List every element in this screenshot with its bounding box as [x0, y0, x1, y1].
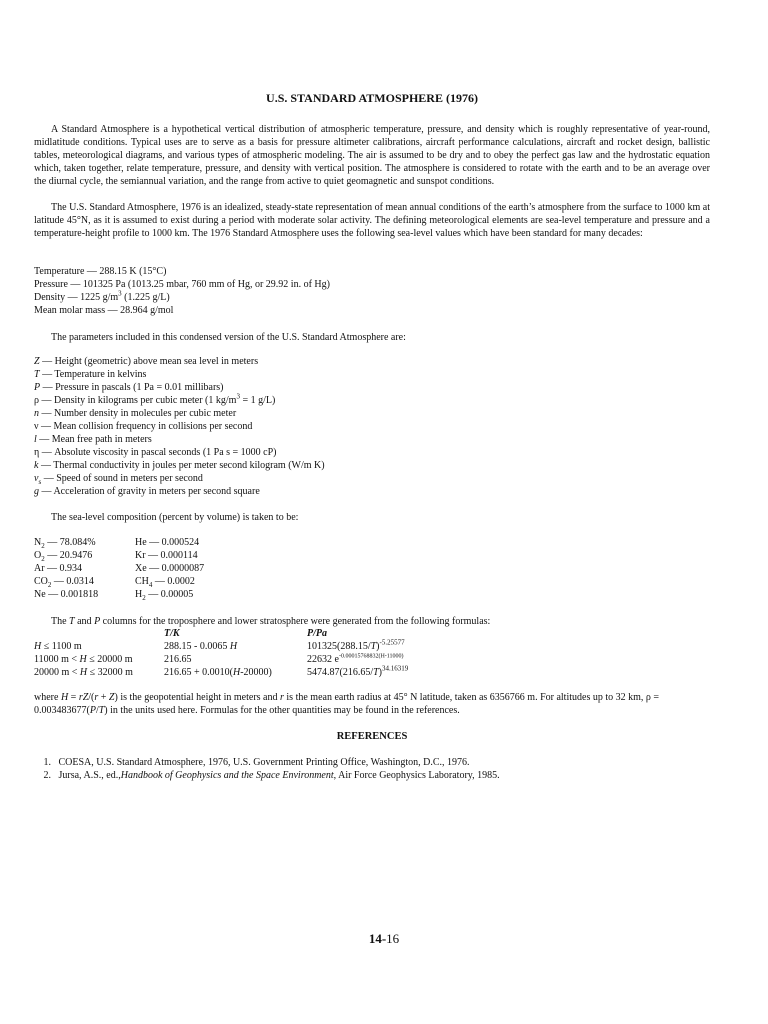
parameter-item: k — Thermal conductivity in joules per meter second kilogram (W/m K): [34, 460, 325, 471]
definition-paragraph: The U.S. Standard Atmosphere, 1976 is an idealized, steady-state representation of mean annual conditions of the earth’s atmosphere from the surface to 1000 km at latitude 45°N, as it is assumed to exist during a period with moderate solar activity. The defining meteorological elements are sea-level temperature and pressure and a temperature-height profile to 1000 km. The 1976 Standard Atmosphere uses the following sea-level values which have been standard for many decades:: [34, 202, 710, 239]
reference-item: 1. COESA, U.S. Standard Atmosphere, 1976, U.S. Government Printing Office, Washington, D.C., 1976.: [43, 757, 470, 768]
composition-row: Ar — 0.934 Xe — 0.0000087: [34, 563, 205, 574]
parameter-item: ν — Mean collision frequency in collisions per second: [34, 421, 253, 432]
composition-row: $O_2$ — 20.9476 Kr — 0.000114: [34, 550, 198, 563]
composition-table: [34, 536, 710, 601]
page-number: 14-16: [368, 931, 400, 946]
parameter-list: [34, 355, 710, 498]
composition-row: Ne — 0.001818 $H_2$ — 0.00005: [34, 589, 194, 602]
parameter-item: P — Pressure in pascals (1 Pa = 0.01 millibars): [34, 382, 224, 393]
parameter-item: ρ — Density in kilograms per cubic meter (1 $kg/m^3 = 1$ g/L): [34, 392, 276, 406]
sea-level-pressure: Pressure — 101325 Pa (1013.25 mbar, 760 mm of Hg, or 29.92 in. of Hg): [34, 279, 330, 290]
parameter-item: T — Temperature in kelvins: [34, 369, 147, 380]
formula-row: H ≤ 1100 m 288.15 - 0.0065 H $101325(288.15/T)^{-5.25577}$: [34, 638, 405, 652]
parameters-intro: The parameters included in this condensed version of the U.S. Standard Atmosphere are:: [51, 332, 406, 343]
references-heading: REFERENCES: [336, 731, 408, 742]
formula-row: 11000 m < H ≤ 20000 m 216.65 22632 $e^{-0.00015768832(H-11000)}$: [34, 653, 404, 665]
formulas-intro: The T and P columns for the troposphere and lower stratosphere were generated from the following formulas:: [51, 616, 491, 627]
formula-row: 20000 m < H ≤ 32000 m 216.65 + 0.0010(H-20000) $5474.87(216.65/T)^{34.16319}$: [34, 664, 409, 678]
sea-level-temperature: Temperature — 288.15 K (15°C): [34, 266, 167, 277]
reference-list: [34, 756, 710, 782]
composition-row: $CO_2$ — 0.0314 $CH_4$ — 0.0002: [34, 576, 195, 589]
intro-paragraph: A Standard Atmosphere is a hypothetical vertical distribution of atmospheric temperature, pressure, and density which is roughly representative of year-round, midlatitude conditions. Typical uses are to serve as a basis for pressure altimeter calibrations, aircraft performance calculations, aircraft and rocket design, ballistic tables, meteorological diagrams, and various types of atmospheric modeling. The air is assumed to be dry and to obey the perfect gas law and the hydrostatic equation which, taken together, relate temperature, pressure, and density with vertical position. The atmosphere is considered to rotate with the earth and to be an average over the diurnal cycle, the semiannual variation, and the range from active to quiet geomagnetic and sunspot conditions.: [34, 124, 710, 187]
formula-header-row: [34, 627, 710, 640]
parameter-item: Z — Height (geometric) above mean sea level in meters: [34, 356, 259, 367]
composition-intro: The sea-level composition (percent by volume) is taken to be:: [51, 512, 299, 523]
column-header-pressure: P/Pa: [307, 628, 327, 639]
reference-item: 2. Jursa, A.S., ed., Handbook of Geophysics and the Space Environment , Air Force Geophysics Laboratory, 1985.: [43, 770, 500, 781]
parameter-item: l — Mean free path in meters: [34, 434, 152, 445]
composition-row: $N_2$ — 78.084% He — 0.000524: [34, 537, 200, 550]
parameter-item: η — Absolute viscosity in pascal seconds (1 Pa s = 1000 cP): [34, 447, 277, 458]
parameter-item: $v_s$ — Speed of sound in meters per second: [34, 473, 203, 486]
formula-table: [34, 627, 710, 679]
sea-level-molar-mass: Mean molar mass — 28.964 g/mol: [34, 305, 174, 316]
sea-level-values: [34, 265, 710, 317]
page-title: U.S. STANDARD ATMOSPHERE (1976): [266, 91, 478, 105]
sea-level-density: Density — 1225 $g/m^3$ (1.225 g/L): [34, 289, 170, 303]
parameter-item: g — Acceleration of gravity in meters per second square: [34, 486, 260, 497]
geopotential-note: where H = rZ/(r + Z) is the geopotential height in meters and r is the mean earth radius at 45° N latitude, taken as 6356766 m. For altitudes up to 32 km, ρ = 0.003483677(P/T) in the units used here. Formulas for the other quantities may be found in the references.: [34, 692, 660, 716]
column-header-temperature: T/K: [164, 628, 180, 639]
parameter-item: n — Number density in molecules per cubic meter: [34, 408, 237, 419]
